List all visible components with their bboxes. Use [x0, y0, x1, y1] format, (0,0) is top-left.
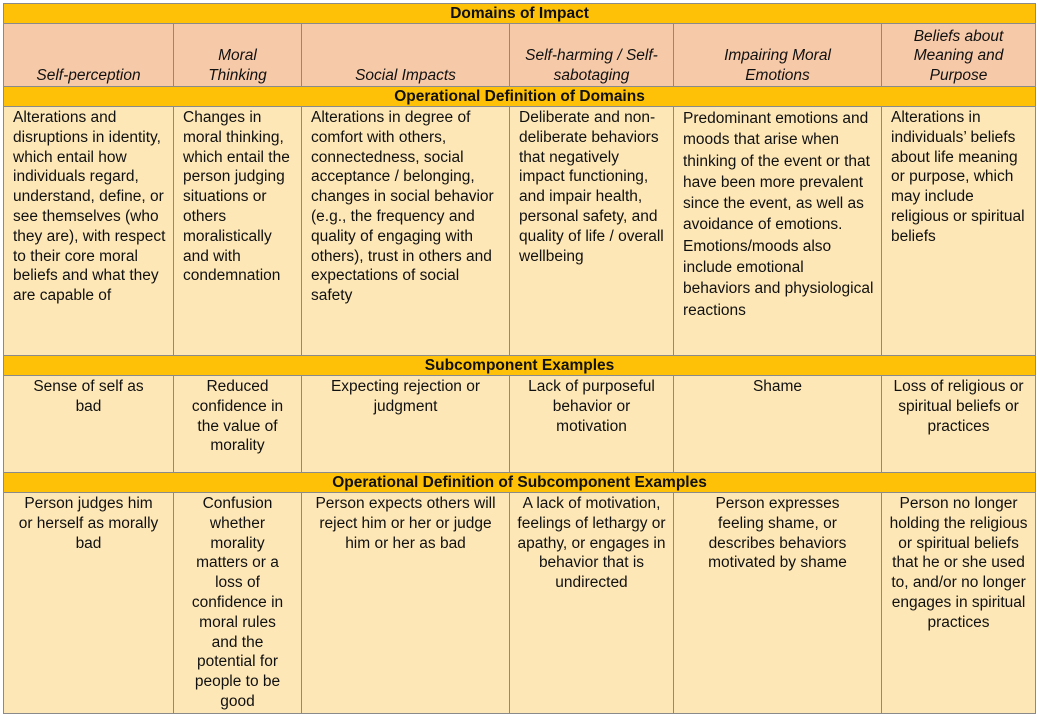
- subcomponent-cell: Lack of purposeful behavior or motivation: [510, 376, 674, 473]
- subcomponent-definition-cell: Confusion whether morality matters or a loss of confidence in moral rules and the potential for people to be good: [174, 493, 302, 714]
- column-header-moral-emotions: Impairing Moral Emotions: [674, 24, 882, 87]
- subcomponent-definition-cell: Person expects others will reject him or her or judge him or her as bad: [302, 493, 510, 714]
- definition-cell: Alterations in individuals’ beliefs about life meaning or purpose, which may include religious or spiritual beliefs: [882, 107, 1036, 356]
- definition-cell: Predominant emotions and moods that arise when thinking of the event or that have been more prevalent since the event, as well as avoidance of emotions. Emotions/moods also include emotional behaviors and physiological reactions: [674, 107, 882, 356]
- subcomponent-cell: Shame: [674, 376, 882, 473]
- subcomponent-cell: Reduced confidence in the value of morality: [174, 376, 302, 473]
- column-header-self-perception: Self-perception: [4, 24, 174, 87]
- section-title-subcomponent-definition: Operational Definition of Subcomponent Examples: [4, 473, 1036, 493]
- definition-cell: Alterations and disruptions in identity, which entail how individuals regard, understand, define, or see themselves (who they are), with respect to their core moral beliefs and what they are capable of: [4, 107, 174, 356]
- section-title-domains: Domains of Impact: [4, 4, 1036, 24]
- subcomponent-definition-cell: Person no longer holding the religious or spiritual beliefs that he or she used to, and/or no longer engages in spiritual practices: [882, 493, 1036, 714]
- column-header-self-harming: Self-harming / Self-sabotaging: [510, 24, 674, 87]
- definition-cell: Deliberate and non-deliberate behaviors that negatively impact functioning, and impair health, personal safety, and quality of life / overall wellbeing: [510, 107, 674, 356]
- definition-cell: Changes in moral thinking, which entail the person judging situations or others moralistically and with condemnation: [174, 107, 302, 356]
- column-header-moral-thinking: Moral Thinking: [174, 24, 302, 87]
- subcomponent-definition-cell: Person expresses feeling shame, or describes behaviors motivated by shame: [674, 493, 882, 714]
- domains-table: [3, 3, 1036, 714]
- subcomponent-definition-cell: Person judges him or herself as morally bad: [4, 493, 174, 714]
- definition-cell: Alterations in degree of comfort with others, connectedness, social acceptance / belonging, changes in social behavior (e.g., the frequency and quality of engaging with others), trust in others and expectations of social safety: [302, 107, 510, 356]
- column-header-social-impacts: Social Impacts: [302, 24, 510, 87]
- subcomponent-cell: Sense of self as bad: [4, 376, 174, 473]
- subcomponent-cell: Expecting rejection or judgment: [302, 376, 510, 473]
- subcomponent-definition-cell: A lack of motivation, feelings of lethargy or apathy, or engages in behavior that is undirected: [510, 493, 674, 714]
- subcomponent-cell: Loss of religious or spiritual beliefs or practices: [882, 376, 1036, 473]
- section-title-subcomponent-examples: Subcomponent Examples: [4, 356, 1036, 376]
- section-title-operational-definition: Operational Definition of Domains: [4, 87, 1036, 107]
- column-header-beliefs-meaning: Beliefs about Meaning and Purpose: [882, 24, 1036, 87]
